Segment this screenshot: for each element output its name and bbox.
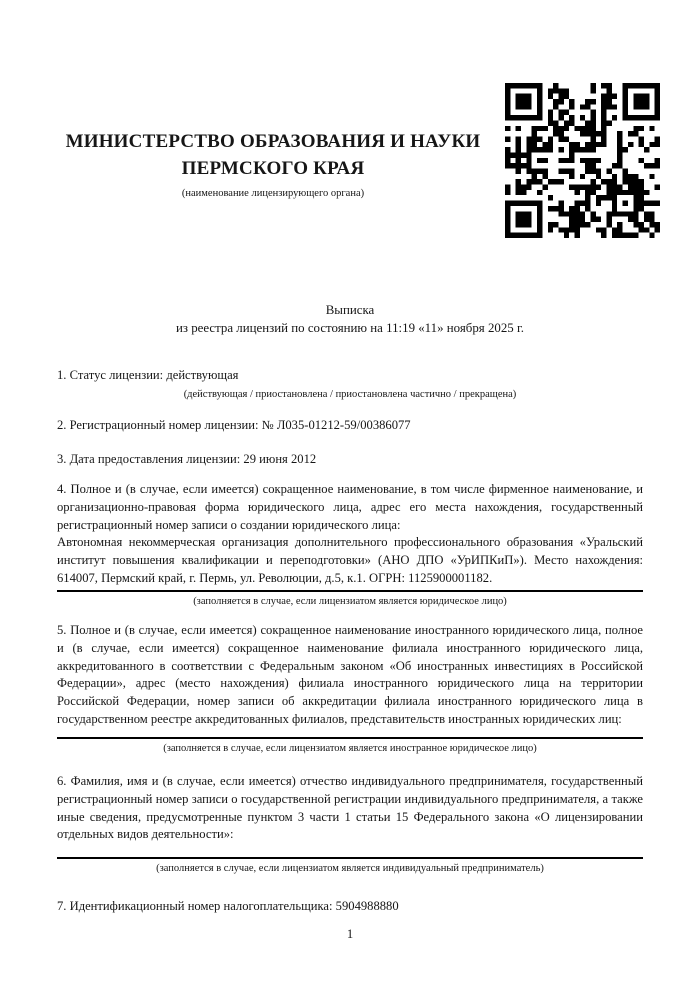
item-license-grant-date: [57, 451, 643, 469]
item-license-status: [57, 367, 643, 401]
legal-entity-value: Автономная некоммерческая организация дополнительного профессионального образования «Уральский институт повышения квалификации и переподготовки» (АНО ДПО «УрИПКиП»). Место нахождения: 614007, Пермский край, г. Пермь, ул. Революции, д.5, к.1. ОГРН: 1125900001182.: [57, 535, 643, 585]
item-foreign-entity: [57, 622, 643, 755]
document-title: [57, 301, 643, 337]
ministry-name-line1: МИНИСТЕРСТВО ОБРАЗОВАНИЯ И НАУКИ: [65, 131, 481, 152]
legal-entity-intro: 4. Полное и (в случае, если имеется) сокращенное наименование, в том числе фирменное наименование, и организационно-правовая форма юридического лица, адрес его места нахождения, государственный регистрационный номер записи о создании юридического лица:: [57, 482, 643, 532]
license-status-options-caption: (действующая / приостановлена / приостановлена частично / прекращена): [183, 388, 517, 400]
issuing-authority-header: [57, 128, 489, 199]
page-number: 1: [346, 927, 354, 941]
license-grant-date-text: 3. Дата предоставления лицензии: 29 июня 2012: [57, 452, 317, 466]
item-taxpayer-number: [57, 898, 643, 916]
document-title-line1: Выписка: [325, 303, 375, 317]
legal-entity-fill-line: [57, 590, 643, 592]
document-title-line2: из реестра лицензий по состоянию на 11:19 «11» ноября 2025 г.: [175, 321, 525, 335]
foreign-entity-fill-line: [57, 737, 643, 739]
foreign-entity-intro: 5. Полное и (в случае, если имеется) сокращенное наименование иностранного юридического лица, полное и (в случае, если имеется) сокращенное наименование филиала иностранного юридического лица, аккредитованного в соответствии с Федеральным законом «Об иностранных инвестициях в Российской Федерации», адрес (место нахождения) филиала иностранного юридического лица на территории Российской Федерации, номер записи об аккредитации филиала иностранного юридического лица в государственном реестре аккредитованных филиалов, представительств иностранных юридических лиц:: [57, 623, 643, 726]
license-status-text: 1. Статус лицензии: действующая: [57, 368, 239, 382]
item-legal-entity: [57, 481, 643, 608]
registration-number-text: 2. Регистрационный номер лицензии: № Л035-01212-59/00386077: [57, 418, 411, 432]
ministry-name-caption: (наименование лицензирующего органа): [181, 188, 365, 199]
item-individual-entrepreneur: [57, 773, 643, 875]
individual-entrepreneur-caption: (заполняется в случае, если лицензиатом является индивидуальный предприниматель): [156, 863, 544, 875]
taxpayer-number-text: 7. Идентификационный номер налогоплательщика: 5904988880: [57, 899, 399, 913]
item-registration-number: [57, 417, 643, 435]
qr-code-icon: [505, 83, 660, 238]
individual-entrepreneur-fill-line: [57, 857, 643, 859]
legal-entity-caption: (заполняется в случае, если лицензиатом является юридическое лицо): [193, 595, 507, 607]
ministry-name-line2: ПЕРМСКОГО КРАЯ: [181, 158, 365, 179]
individual-entrepreneur-intro: 6. Фамилия, имя и (в случае, если имеется) отчество индивидуального предпринимателя, государственный регистрационный номер записи о государственной регистрации индивидуального предпринимателя, а также иные сведения, предусмотренные пунктом 3 части 1 статьи 15 Федерального закона «О лицензировании отдельных видов деятельности»:: [57, 774, 643, 842]
foreign-entity-caption: (заполняется в случае, если лицензиатом является иностранное юридическое лицо): [163, 742, 537, 754]
